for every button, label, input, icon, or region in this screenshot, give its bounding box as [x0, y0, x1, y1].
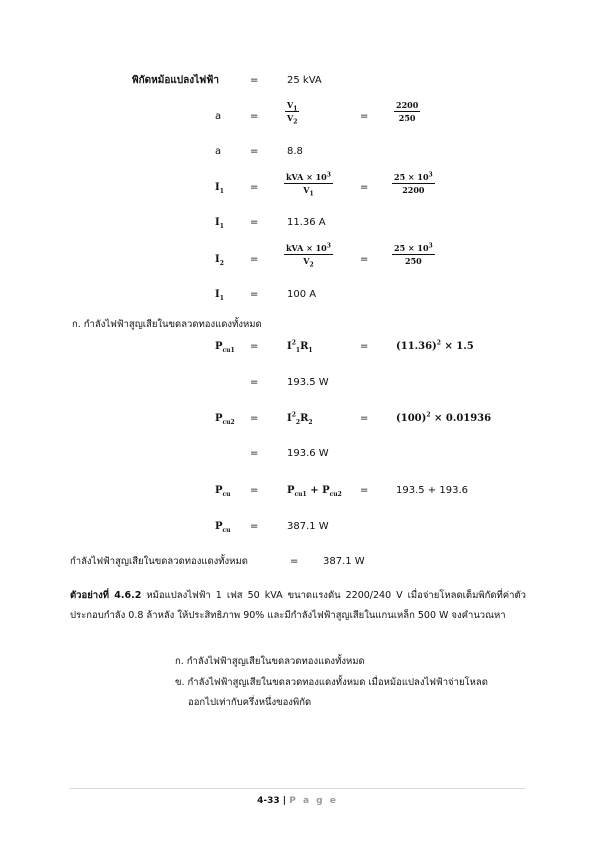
page-footer — [0, 796, 595, 807]
current-value: 100 A — [287, 289, 317, 300]
part-a-heading: ก. กำลังไฟฟ้าสูญเสียในขดลวดทองแดงทั้งหมด — [72, 319, 262, 330]
equals-sign: = — [250, 448, 259, 459]
voltage-value-fraction: $\frac{2200}{250}$ — [396, 100, 419, 123]
current-value-fraction: $\frac{25 \times 10^3}{250}$ — [394, 242, 433, 266]
power-loss-label: $P_{cu2}$ — [215, 413, 235, 426]
summary-label: กำลังไฟฟ้าสูญเสียในขดลวดทองแดงทั้งหมด — [70, 556, 248, 567]
current-value-fraction: $\frac{25 \times 10^3}{2200}$ — [394, 171, 433, 195]
current-formula-fraction: kVA × $10^3$ $V_2$ — [286, 242, 331, 269]
power-loss-substitution: $(11.36)^2 \times 1.5$ — [396, 339, 474, 352]
page-number: 4-33 — [257, 796, 280, 806]
power-loss-formula: $I^2_1R_1$ — [287, 339, 313, 354]
equals-sign: = — [250, 485, 259, 496]
page-word: P a g e — [289, 796, 338, 806]
power-loss-result: 193.6 W — [287, 448, 329, 459]
footer-divider — [70, 788, 525, 789]
equals-sign: = — [360, 111, 369, 122]
example-title: ตัวอย่างที่ 4.6.2 — [70, 590, 142, 601]
equals-sign: = — [360, 341, 369, 352]
current-label: $I_1$ — [215, 182, 224, 195]
power-loss-substitution: $(100)^2 \times 0.01936$ — [396, 411, 492, 424]
equals-sign: = — [250, 75, 259, 86]
example-paragraph — [70, 586, 526, 626]
equals-sign: = — [250, 289, 259, 300]
equals-sign: = — [360, 182, 369, 193]
summary-value: 387.1 W — [323, 556, 365, 567]
rating-label: พิกัดหม้อแปลงไฟฟ้า — [132, 75, 219, 86]
rating-value: 25 kVA — [287, 75, 322, 86]
equals-sign: = — [250, 182, 259, 193]
current-label: $I_2$ — [215, 254, 224, 267]
equals-sign: = — [250, 217, 259, 228]
equals-sign: = — [250, 146, 259, 157]
current-label: $I_1$ — [215, 217, 224, 230]
voltage-ratio-fraction: $\frac{V_1}{V_2}$ — [287, 100, 298, 126]
equals-sign: = — [290, 556, 299, 567]
power-loss-label: $P_{cu1}$ — [215, 341, 235, 354]
equals-sign: = — [250, 254, 259, 265]
total-power-loss-substitution: 193.5 + 193.6 — [396, 485, 468, 496]
total-power-loss-formula: $P_{cu1} + P_{cu2}$ — [287, 485, 342, 498]
current-label: $I_1$ — [215, 289, 224, 302]
example-item-a: ก. กำลังไฟฟ้าสูญเสียในขดลวดทองแดงทั้งหมด — [175, 656, 365, 667]
example-item-b: ข. กำลังไฟฟ้าสูญเสียในขดลวดทองแดงทั้งหมด เมื่อหม้อแปลงไฟฟ้าจ่ายโหลด — [175, 677, 488, 688]
equals-sign: = — [250, 521, 259, 532]
turns-ratio-label: a — [215, 111, 222, 122]
current-formula-fraction: kVA × $10^3$ $V_1$ — [286, 171, 331, 198]
example-item-b-continued: ออกไปเท่ากับครึ่งหนึ่งของพิกัด — [188, 697, 312, 708]
equals-sign: = — [250, 377, 259, 388]
equals-sign: = — [250, 111, 259, 122]
current-value: 11.36 A — [287, 217, 326, 228]
turns-ratio-value: 8.8 — [287, 146, 303, 157]
total-power-loss-label: $P_{cu}$ — [215, 485, 231, 498]
equals-sign: = — [360, 485, 369, 496]
footer-separator: | — [279, 796, 290, 806]
total-power-loss-label: $P_{cu}$ — [215, 521, 231, 534]
equals-sign: = — [250, 413, 259, 424]
equals-sign: = — [360, 413, 369, 424]
power-loss-result: 193.5 W — [287, 377, 329, 388]
equals-sign: = — [360, 254, 369, 265]
equals-sign: = — [250, 341, 259, 352]
example-body: หม้อแปลงไฟฟ้า 1 เฟส 50 kVA ขนาดแรงดัน 2200/240 V เมื่อจ่ายโหลดเต็มพิกัดที่ค่าตัวประกอบกำลัง 0.8 ล้าหลัง ให้ประสิทธิภาพ 90% และมีกำลังไฟฟ้าสูญเสียในแกนเหล็ก 500 W จงคำนวณหา — [70, 590, 526, 621]
power-loss-formula: $I^2_2R_2$ — [287, 411, 313, 426]
total-power-loss-result: 387.1 W — [287, 521, 329, 532]
turns-ratio-label: a — [215, 146, 222, 157]
